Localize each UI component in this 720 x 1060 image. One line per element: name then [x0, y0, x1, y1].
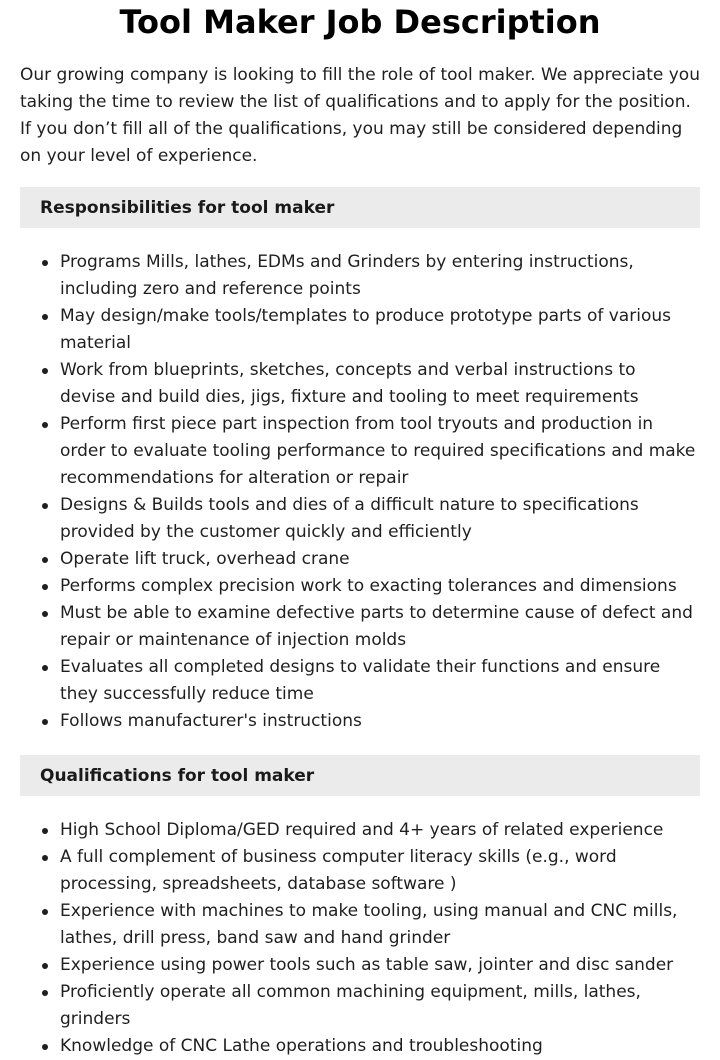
- list-item: Performs complex precision work to exacting tolerances and dimensions: [60, 573, 700, 600]
- list-item: Programs Mills, lathes, EDMs and Grinders by entering instructions, including zero and reference points: [60, 249, 700, 303]
- list-item: A full complement of business computer literacy skills (e.g., word processing, spreadsheets, database software ): [60, 844, 700, 898]
- list-item: Designs & Builds tools and dies of a difficult nature to specifications provided by the customer quickly and efficiently: [60, 492, 700, 546]
- responsibilities-heading: Responsibilities for tool maker: [40, 197, 335, 218]
- qualifications-list: [20, 817, 700, 1060]
- qualifications-heading: Qualifications for tool maker: [40, 765, 315, 786]
- list-item: Evaluates all completed designs to validate their functions and ensure they successfully reduce time: [60, 654, 700, 708]
- qualifications-header: [20, 755, 700, 796]
- list-item: Must be able to examine defective parts to determine cause of defect and repair or maintenance of injection molds: [60, 600, 700, 654]
- responsibilities-header: [20, 187, 700, 228]
- page-title: Tool Maker Job Description: [119, 3, 601, 41]
- list-item: May design/make tools/templates to produce prototype parts of various material: [60, 303, 700, 357]
- list-item: High School Diploma/GED required and 4+ years of related experience: [60, 817, 700, 844]
- list-item: Knowledge of CNC Lathe operations and troubleshooting: [60, 1033, 700, 1060]
- list-item: Proficiently operate all common machining equipment, mills, lathes, grinders: [60, 979, 700, 1033]
- list-item: Perform first piece part inspection from tool tryouts and production in order to evaluate tooling performance to required specifications and make recommendations for alteration or repair: [60, 411, 700, 492]
- list-item: Operate lift truck, overhead crane: [60, 546, 700, 573]
- list-item: Experience with machines to make tooling, using manual and CNC mills, lathes, drill press, band saw and hand grinder: [60, 898, 700, 952]
- intro-paragraph: Our growing company is looking to fill the role of tool maker. We appreciate you taking the time to review the list of qualifications and to apply for the position. If you don’t fill all of the qualifications, you may still be considered depending on your level of experience.: [20, 65, 700, 166]
- list-item: Follows manufacturer's instructions: [60, 708, 700, 735]
- list-item: Work from blueprints, sketches, concepts and verbal instructions to devise and build dies, jigs, fixture and tooling to meet requirements: [60, 357, 700, 411]
- responsibilities-list: [20, 249, 700, 735]
- list-item: Experience using power tools such as table saw, jointer and disc sander: [60, 952, 700, 979]
